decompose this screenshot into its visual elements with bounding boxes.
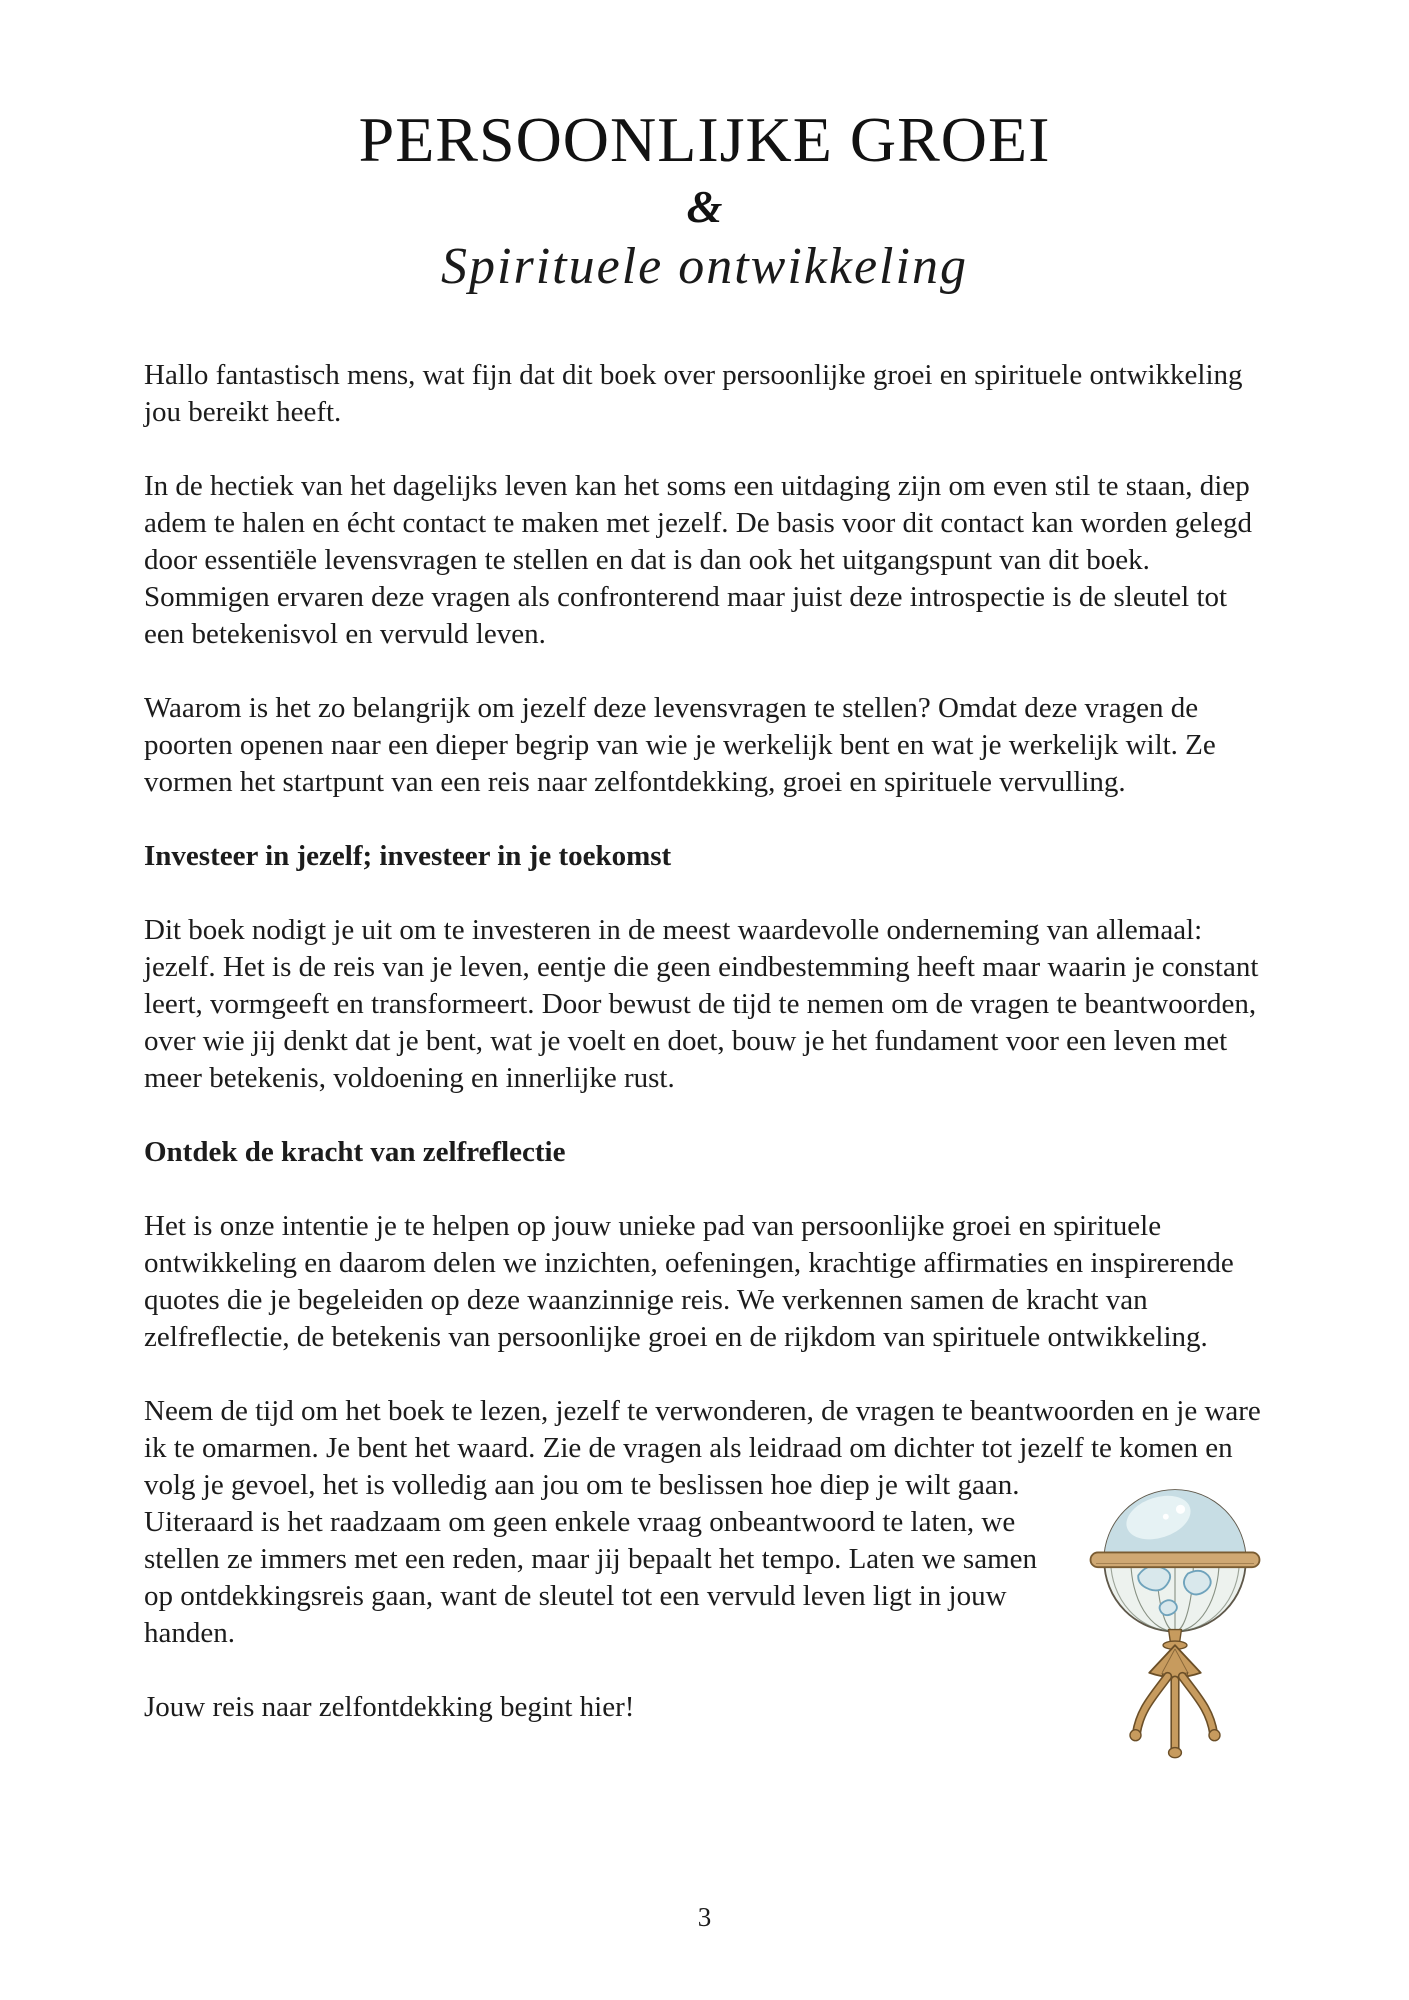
paragraph-intentie: Het is onze intentie je te helpen op jouw unieke pad van persoonlijke groei en spirituele ontwikkeling en daarom delen we inzichten, oefeningen, krachtige affirmaties en inspirerende quotes die je begeleiden op deze waanzinnige reis. We verkennen samen de kracht van zelfreflectie, de betekenis van persoonlijke groei en de rijkdom van spirituele ontwikkeling.: [144, 1210, 1234, 1354]
closing-line: Jouw reis naar zelfontdekking begint hier!: [144, 1691, 635, 1724]
globe-upper-hemisphere: [1085, 1467, 1265, 1561]
globe-stand: [1130, 1630, 1220, 1758]
paragraph-waarom: Waarom is het zo belangrijk om jezelf deze levensvragen te stellen? Omdat deze vragen de poorten openen naar een dieper begrip van wie je werkelijk bent en wat je werkelijk wilt. Ze vormen het startpunt van een reis naar zelfontdekking, groei en spirituele vervulling.: [144, 692, 1216, 799]
paragraph-neem-de-tijd: Neem de tijd om het boek te lezen, jezelf te verwonderen, de vragen te beantwoorden en je ware ik te omarmen. Je bent het waard. Zie de vragen als leidraad om dichter tot jezelf te komen en volg je gevoel, het is volledig aan jou om te beslissen hoe diep je wilt gaan. Uiteraard is het raadzaam om geen enkele vraag onbeantwoord te laten, we stellen ze immers met een reden, maar jij bepaalt het tempo. Laten we samen op ontdekkingsreis gaan, want de sleutel tot een vervuld leven ligt in jouw handen.: [144, 1395, 1261, 1650]
continent-shape: [1160, 1600, 1177, 1615]
globe-illustration: [1085, 1467, 1265, 1761]
page-number: 3: [697, 1902, 712, 1932]
page-subtitle: Spirituele ontwikkeling: [441, 238, 968, 296]
heading-zelfreflectie: Ontdek de kracht van zelfreflectie: [144, 1136, 566, 1169]
body-text: [144, 357, 1265, 1726]
heading-investeer: Investeer in jezelf; investeer in je toekomst: [144, 840, 672, 873]
float-spacer: [1264, 1393, 1265, 1467]
page-header: [144, 104, 1265, 299]
paragraph-hectiek: In de hectiek van het dagelijks leven kan het soms een uitdaging zijn om even stil te staan, diep adem te halen en écht contact te maken met jezelf. De basis voor dit contact kan worden gelegd door essentiële levensvragen te stellen en dat is dan ook het uitgangspunt van dit boek. Sommigen ervaren deze vragen als confronterend maar juist deze introspectie is de sleutel tot een betekenisvol en vervuld leven.: [144, 470, 1252, 651]
paragraph-investeren: Dit boek nodigt je uit om te investeren in de meest waardevolle onderneming van allemaal: jezelf. Het is de reis van je leven, eentje die geen eindbestemming heeft maar waarin je constant leert, vormgeeft en transformeert. Door bewust de tijd te nemen om de vragen te beantwoorden, over wie jij denkt dat je bent, wat je voelt en doet, bouw je het fundament voor een leven met meer betekenis, voldoening en innerlijke rust.: [144, 914, 1259, 1095]
globe-equator-ring: [1091, 1553, 1260, 1568]
globe-svg: [1085, 1467, 1265, 1761]
continent-shape: [1138, 1566, 1170, 1591]
page-title: PERSOONLIJKE GROEI: [358, 104, 1051, 175]
ampersand-ornament: &: [686, 180, 723, 232]
continent-shape: [1184, 1571, 1211, 1595]
closing-section: [144, 1393, 1265, 1726]
paragraph-greeting: Hallo fantastisch mens, wat fijn dat dit boek over persoonlijke groei en spirituele ontwikkeling jou bereikt heeft.: [144, 359, 1243, 429]
